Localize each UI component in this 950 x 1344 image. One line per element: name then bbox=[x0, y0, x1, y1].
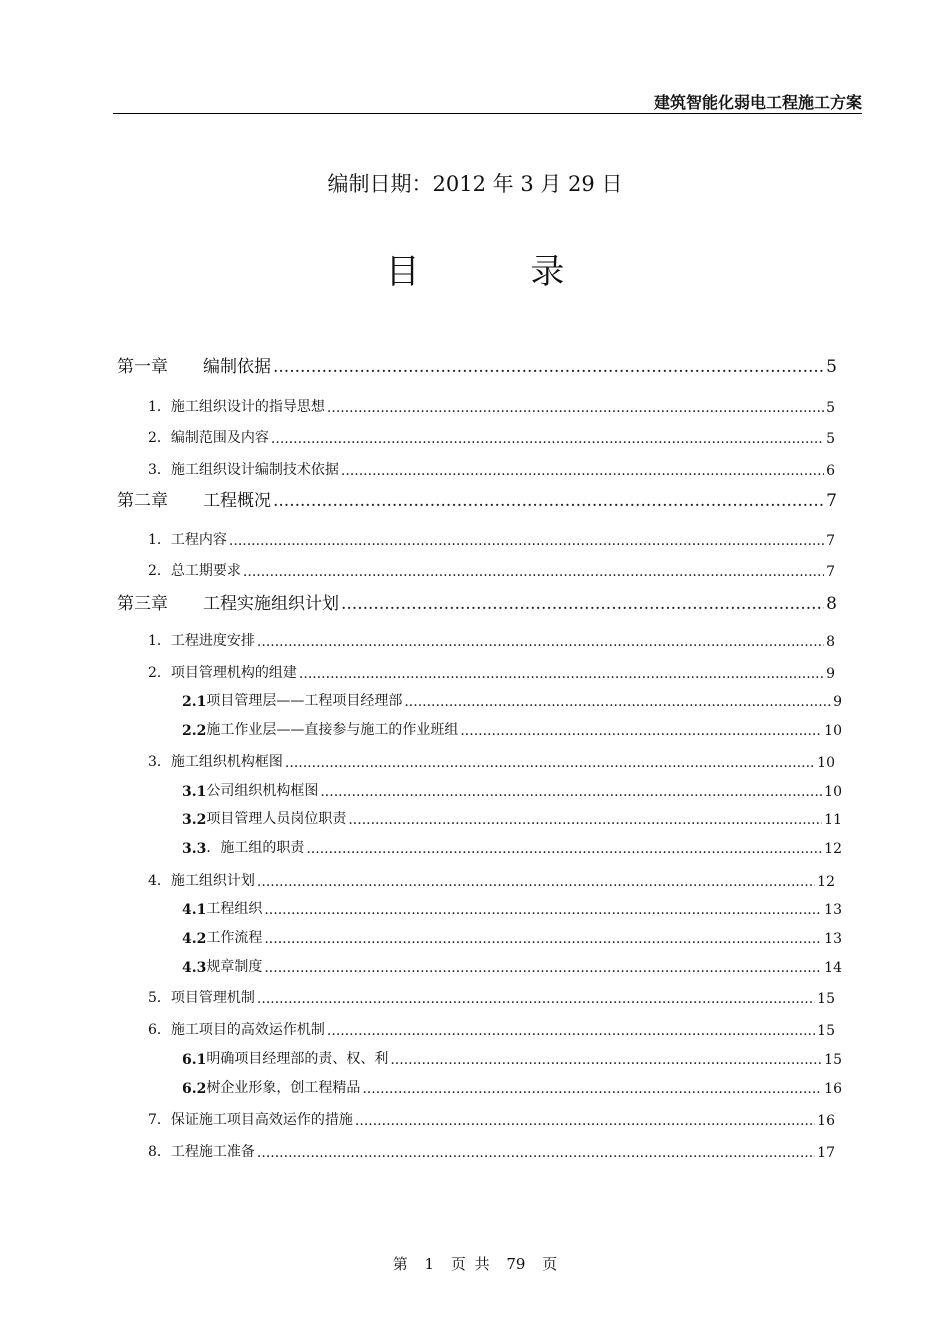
toc-entry[interactable] bbox=[148, 396, 835, 416]
toc-entry[interactable] bbox=[182, 927, 842, 947]
toc-entry-page: 9 bbox=[826, 666, 835, 682]
toc-entry-number: 1． bbox=[148, 633, 171, 649]
toc-entry-label: 项目管理人员岗位职责 bbox=[206, 811, 347, 827]
toc-entry-page: 16 bbox=[817, 1113, 835, 1129]
toc-entry-page: 7 bbox=[826, 533, 835, 549]
toc-entry-number: 4． bbox=[148, 873, 171, 889]
toc-entry-number: 3． bbox=[148, 754, 171, 770]
toc-entry[interactable] bbox=[148, 1109, 835, 1129]
toc-entry[interactable] bbox=[182, 780, 842, 800]
footer-mid-label: 页 共 bbox=[450, 1255, 490, 1273]
toc-entry-number: 2.1 bbox=[182, 694, 207, 710]
page-footer bbox=[0, 1253, 950, 1274]
toc-entry-page: 8 bbox=[826, 594, 837, 614]
toc-entry-number: 1． bbox=[148, 399, 171, 415]
toc-leader-dots bbox=[348, 812, 822, 828]
toc-entry-number: 4.3 bbox=[182, 960, 207, 976]
toc-entry-page: 10 bbox=[824, 784, 842, 800]
toc-entry-number: 3． bbox=[148, 462, 171, 478]
toc-entry[interactable] bbox=[148, 529, 835, 549]
toc-entry-label: 工程概况 bbox=[203, 491, 271, 511]
running-header-title: 建筑智能化弱电工程施工方案 bbox=[653, 93, 862, 112]
toc-entry-page: 10 bbox=[817, 755, 835, 771]
toc-entry-number: 6.1 bbox=[182, 1052, 207, 1068]
toc-leader-dots bbox=[306, 841, 822, 857]
toc-leader-dots bbox=[327, 400, 824, 416]
toc-entry[interactable] bbox=[117, 486, 837, 511]
toc-leader-dots bbox=[327, 1023, 815, 1039]
toc-entry-number: 3.1 bbox=[182, 784, 207, 800]
toc-leader-dots bbox=[390, 1052, 822, 1068]
toc-entry[interactable] bbox=[182, 837, 842, 857]
toc-entry[interactable] bbox=[148, 751, 835, 771]
toc-entry-number: 4.1 bbox=[182, 902, 207, 918]
toc-entry-page: 15 bbox=[817, 1023, 835, 1039]
toc-entry-label: 施工项目的高效运作机制 bbox=[170, 1022, 325, 1038]
toc-entry[interactable] bbox=[182, 719, 842, 739]
toc-leader-dots bbox=[273, 357, 824, 377]
toc-leader-dots bbox=[271, 431, 824, 447]
toc-entry-number: 6.2 bbox=[182, 1081, 207, 1097]
toc-entry[interactable] bbox=[182, 1048, 842, 1068]
toc-entry-label: 保证施工项目高效运作的措施 bbox=[170, 1112, 353, 1128]
toc-entry[interactable] bbox=[182, 690, 842, 710]
toc-entry-number: 第二章 bbox=[117, 491, 168, 511]
toc-entry-label: 树企业形象，创工程精品 bbox=[206, 1080, 361, 1096]
toc-entry-page: 6 bbox=[826, 463, 835, 479]
toc-entry-label: 施工组织设计编制技术依据 bbox=[170, 462, 339, 478]
toc-entry-label: 工程组织 bbox=[206, 901, 263, 917]
toc-leader-dots bbox=[341, 463, 824, 479]
toc-entry-label: 工程内容 bbox=[170, 532, 227, 548]
toc-entry-page: 7 bbox=[826, 491, 837, 511]
toc-leader-dots bbox=[285, 755, 815, 771]
toc-entry-page: 8 bbox=[826, 634, 835, 650]
toc-entry[interactable] bbox=[182, 956, 842, 976]
toc-entry-label: 编制依据 bbox=[203, 357, 271, 377]
toc-entry[interactable] bbox=[148, 870, 835, 890]
toc-entry-page: 15 bbox=[824, 1052, 842, 1068]
toc-entry-number: 第三章 bbox=[117, 594, 168, 614]
toc-entry-number: 1． bbox=[148, 532, 171, 548]
toc-entry-page: 9 bbox=[833, 694, 842, 710]
toc-leader-dots bbox=[257, 991, 815, 1007]
toc-leader-dots bbox=[355, 1113, 815, 1129]
toc-entry-page: 12 bbox=[817, 874, 835, 890]
toc-leader-dots bbox=[264, 960, 822, 976]
toc-entry-label: 施工组织设计的指导思想 bbox=[170, 399, 325, 415]
toc-leader-dots bbox=[264, 902, 822, 918]
toc-entry-number: 2． bbox=[148, 665, 171, 681]
footer-page-label: 第 bbox=[392, 1255, 408, 1273]
toc-entry[interactable] bbox=[182, 898, 842, 918]
toc-title: 目 录 bbox=[385, 252, 615, 292]
toc-entry-label: 工程进度安排 bbox=[170, 633, 255, 649]
toc-entry[interactable] bbox=[148, 987, 835, 1007]
toc-entry[interactable] bbox=[148, 630, 835, 650]
toc-entry-number: 3.3 bbox=[182, 841, 207, 857]
toc-entry[interactable] bbox=[148, 662, 835, 682]
toc-leader-dots bbox=[299, 666, 824, 682]
toc-entry-page: 14 bbox=[824, 960, 842, 976]
toc-entry-label: 施工组织计划 bbox=[170, 873, 255, 889]
toc-entry-number: 2． bbox=[148, 430, 171, 446]
compile-date: 编制日期：2012 年 3 月 29 日 bbox=[327, 172, 623, 196]
toc-entry-label: 公司组织机构框图 bbox=[206, 783, 319, 799]
toc-leader-dots bbox=[320, 784, 822, 800]
toc-entry[interactable] bbox=[117, 352, 837, 377]
toc-entry[interactable] bbox=[148, 1019, 835, 1039]
toc-leader-dots bbox=[257, 874, 815, 890]
toc-entry-number: 3.2 bbox=[182, 812, 207, 828]
toc-entry-number: 2． bbox=[148, 563, 171, 579]
toc-entry[interactable] bbox=[148, 560, 835, 580]
toc-leader-dots bbox=[264, 931, 822, 947]
toc-leader-dots bbox=[257, 1145, 815, 1161]
toc-entry-number: 8． bbox=[148, 1144, 171, 1160]
toc-entry-number: 2.2 bbox=[182, 723, 207, 739]
toc-entry-label: ．施工组的职责 bbox=[206, 840, 305, 856]
toc-leader-dots bbox=[273, 491, 824, 511]
toc-entry-number: 4.2 bbox=[182, 931, 207, 947]
toc-entry-page: 17 bbox=[817, 1145, 835, 1161]
footer-current-page: 1 bbox=[424, 1255, 435, 1273]
toc-entry-page: 12 bbox=[824, 841, 842, 857]
toc-entry-number: 6． bbox=[148, 1022, 171, 1038]
toc-entry[interactable] bbox=[117, 589, 837, 614]
toc-leader-dots bbox=[257, 634, 824, 650]
toc-leader-dots bbox=[404, 694, 831, 710]
toc-entry-number: 5． bbox=[148, 990, 171, 1006]
toc-entry-page: 13 bbox=[824, 902, 842, 918]
footer-suffix: 页 bbox=[542, 1255, 558, 1273]
toc-entry-label: 规章制度 bbox=[206, 959, 263, 975]
toc-entry-label: 项目管理机制 bbox=[170, 990, 255, 1006]
toc-entry-label: 工程实施组织计划 bbox=[203, 594, 339, 614]
toc-entry[interactable] bbox=[182, 808, 842, 828]
toc-entry-number: 7． bbox=[148, 1112, 171, 1128]
toc-entry-page: 5 bbox=[826, 357, 837, 377]
footer-total-pages: 79 bbox=[506, 1255, 526, 1273]
toc-entry-label: 明确项目经理部的责、权、利 bbox=[206, 1051, 389, 1067]
toc-entry-label: 编制范围及内容 bbox=[170, 430, 269, 446]
toc-entry-label: 项目管理机构的组建 bbox=[170, 665, 297, 681]
toc-entry-page: 15 bbox=[817, 991, 835, 1007]
toc-entry-label: 总工期要求 bbox=[170, 563, 241, 579]
toc-entry-label: 工程施工准备 bbox=[170, 1144, 255, 1160]
toc-entry[interactable] bbox=[148, 459, 835, 479]
toc-entry-label: 施工组织机构框图 bbox=[170, 754, 283, 770]
toc-entry-page: 11 bbox=[824, 812, 842, 828]
toc-entry-page: 5 bbox=[826, 431, 835, 447]
toc-entry-page: 10 bbox=[824, 723, 842, 739]
toc-entry-page: 7 bbox=[826, 564, 835, 580]
toc-entry-label: 工作流程 bbox=[206, 930, 263, 946]
toc-entry-label: 项目管理层——工程项目经理部 bbox=[206, 693, 403, 709]
toc-leader-dots bbox=[243, 564, 824, 580]
toc-entry-label: 施工作业层——直接参与施工的作业班组 bbox=[206, 722, 459, 738]
toc-entry[interactable] bbox=[148, 1141, 835, 1161]
toc-entry[interactable] bbox=[182, 1077, 842, 1097]
toc-entry-page: 13 bbox=[824, 931, 842, 947]
toc-entry-page: 16 bbox=[824, 1081, 842, 1097]
toc-leader-dots bbox=[460, 723, 822, 739]
toc-leader-dots bbox=[362, 1081, 822, 1097]
toc-entry-page: 5 bbox=[826, 400, 835, 416]
toc-leader-dots bbox=[341, 594, 824, 614]
toc-entry-number: 第一章 bbox=[117, 357, 168, 377]
toc-entry[interactable] bbox=[148, 427, 835, 447]
toc-leader-dots bbox=[229, 533, 824, 549]
